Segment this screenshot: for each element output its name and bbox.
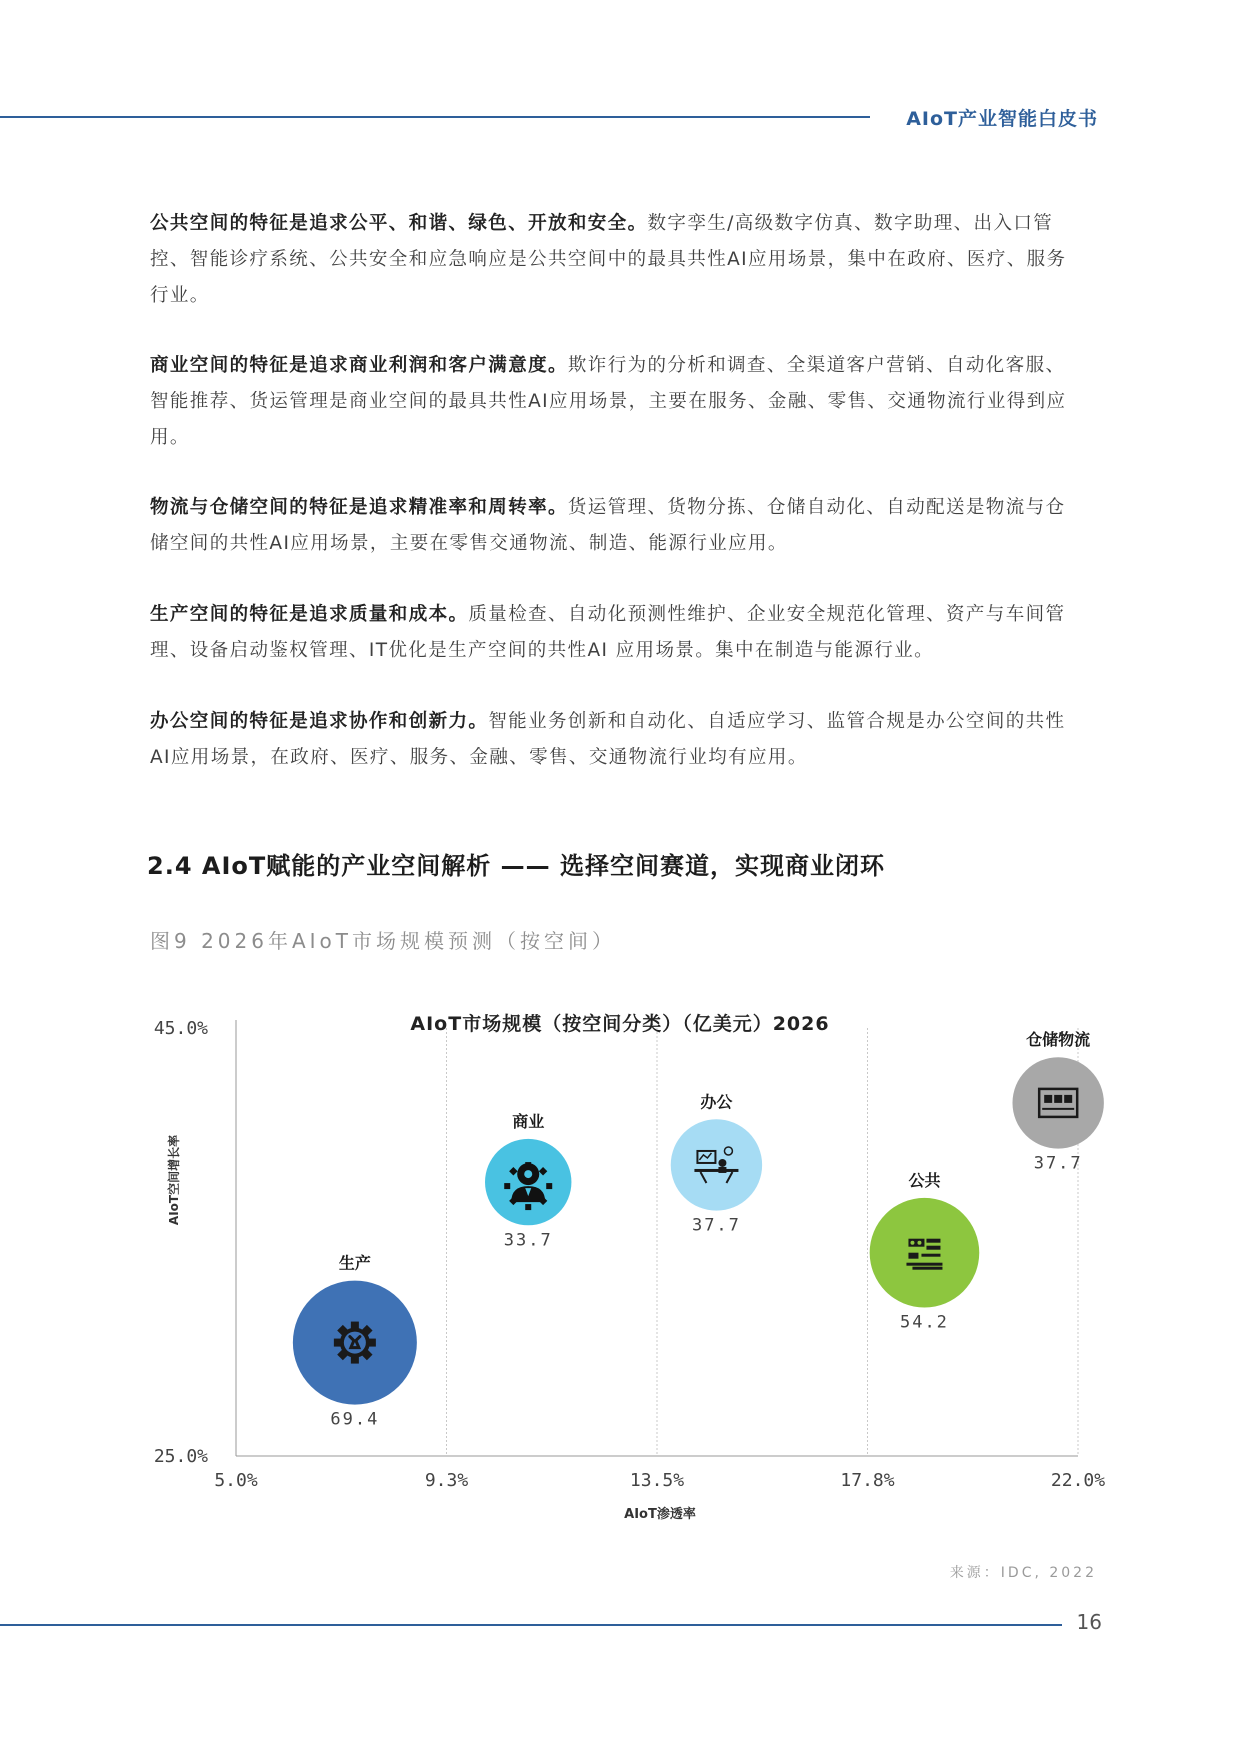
bubble-name-label: 办公	[700, 1092, 733, 1112]
bubble-value-label: 37.7	[1033, 1153, 1083, 1174]
x-axis-label: AIoT渗透率	[624, 1507, 696, 1522]
bubble-name-label: 公共	[908, 1170, 941, 1190]
paragraph-production	[150, 597, 1070, 669]
figure-caption: 图9 2026年AIoT市场规模预测（按空间）	[150, 929, 617, 953]
x-tick-label: 22.0%	[1050, 1470, 1106, 1491]
paragraph-text: 货运管理、货物分拣、仓储自动化、自动配送是物流与仓储空间的共性AI应用场景，主要在零售交通物流、制造、能源行业应用。	[150, 497, 1066, 554]
section-title: 2.4 AIoT赋能的产业空间解析 —— 选择空间赛道，实现商业闭环	[147, 852, 885, 880]
paragraph-commercial	[150, 348, 1070, 456]
header-rule	[0, 116, 870, 118]
y-axis-label: AIoT空间增长率	[167, 1134, 181, 1226]
chart-title: AIoT市场规模（按空间分类）（亿美元）2026	[410, 1013, 830, 1035]
bubble-circle	[671, 1119, 762, 1210]
y-tick-label: 25.0%	[153, 1446, 208, 1467]
header-title: AIoT产业智能白皮书	[906, 108, 1098, 130]
bubble-circle	[870, 1198, 980, 1308]
bubble-value-label: 33.7	[503, 1230, 553, 1251]
paragraph-lead: 公共空间的特征是追求公平、和谐、绿色、开放和安全。	[150, 213, 648, 234]
bubble-value-label: 69.4	[330, 1409, 380, 1430]
bubble-0	[293, 1254, 417, 1430]
bubble-value-label: 37.7	[691, 1215, 741, 1236]
paragraph-lead: 物流与仓储空间的特征是追求精准率和周转率。	[150, 497, 568, 518]
paragraph-text: 质量检查、自动化预测性维护、企业安全规范化管理、资产与车间管理、设备启动鉴权管理、IT优化是生产空间的共性AI 应用场景。集中在制造与能源行业。	[150, 604, 1066, 661]
bubble-1	[485, 1112, 571, 1250]
bubble-name-label: 生产	[338, 1253, 371, 1273]
page-number: 16	[1076, 1610, 1102, 1634]
paragraph-lead: 商业空间的特征是追求商业利润和客户满意度。	[150, 355, 568, 376]
bubble-layer	[293, 1030, 1104, 1429]
gear-icon	[334, 1322, 376, 1364]
x-tick-label: 5.0%	[214, 1470, 258, 1491]
paragraph-lead: 生产空间的特征是追求质量和成本。	[150, 604, 469, 625]
bubble-value-label: 54.2	[899, 1312, 949, 1333]
footer-rule	[0, 1624, 1062, 1626]
bubble-chart	[140, 990, 1120, 1530]
bubble-2	[671, 1092, 762, 1235]
x-tick-label: 13.5%	[629, 1470, 685, 1491]
x-tick-label: 9.3%	[424, 1470, 469, 1491]
bubble-name-label: 商业	[512, 1111, 545, 1131]
paragraph-lead: 办公空间的特征是追求协作和创新力。	[150, 711, 489, 732]
paragraph-public	[150, 206, 1070, 314]
bubble-name-label: 仓储物流	[1026, 1030, 1091, 1050]
paragraph-office	[150, 704, 1070, 776]
paragraph-logistics	[150, 490, 1070, 562]
y-tick-label: 45.0%	[153, 1018, 208, 1039]
bubble-4	[1012, 1030, 1103, 1173]
figure-source: 来源：IDC, 2022	[949, 1565, 1097, 1581]
paragraph-text: 欺诈行为的分析和调查、全渠道客户营销、自动化客服、智能推荐、货运管理是商业空间的最具共性AI应用场景，主要在服务、金融、零售、交通物流行业得到应用。	[150, 355, 1067, 448]
paragraph-text: 智能业务创新和自动化、自适应学习、监管合规是办公空间的共性AI应用场景，在政府、医疗、服务、金融、零售、交通物流行业均有应用。	[150, 711, 1066, 768]
paragraph-text: 数字孪生/高级数字仿真、数字助理、出入口管控、智能诊疗系统、公共安全和应急响应是公共空间中的最具共性AI应用场景，集中在政府、医疗、服务行业。	[150, 213, 1067, 306]
x-tick-label: 17.8%	[840, 1470, 895, 1491]
bubble-3	[870, 1171, 980, 1333]
